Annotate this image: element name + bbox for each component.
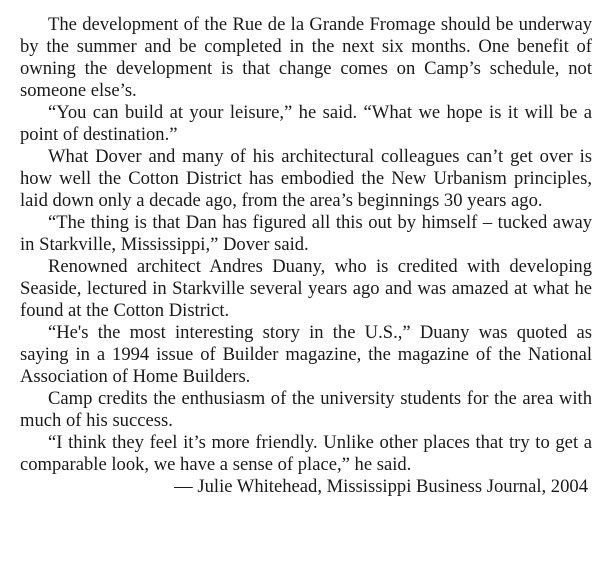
paragraph-4: “The thing is that Dan has figured all this out by himself – tucked away in Starkville, Mississippi,” Dover said. xyxy=(20,212,592,255)
paragraph-2: “You can build at your leisure,” he said. “What we hope is it will be a point of destination.” xyxy=(20,102,592,145)
attribution-line: — Julie Whitehead, Mississippi Business Journal, 2004 xyxy=(174,476,588,497)
paragraph-5: Renowned architect Andres Duany, who is credited with developing Seaside, lectured in Starkville several years ago and was amazed at what he found at the Cotton District. xyxy=(20,256,592,321)
article-excerpt xyxy=(0,14,604,583)
paragraph-7: Camp credits the enthusiasm of the university students for the area with much of his success. xyxy=(20,388,592,431)
paragraph-8: “I think they feel it’s more friendly. Unlike other places that try to get a comparable look, we have a sense of place,” he said. xyxy=(20,432,592,475)
paragraph-3: What Dover and many of his architectural colleagues can’t get over is how well the Cotton District has embodied the New Urbanism principles, laid down only a decade ago, from the area’s beginnings 30 years ago. xyxy=(20,146,592,211)
paragraph-1: The development of the Rue de la Grande Fromage should be underway by the summer and be completed in the next six months. One benefit of owning the development is that change comes on Camp’s schedule, not someone else’s. xyxy=(20,14,592,101)
paragraph-6: “He's the most interesting story in the U.S.,” Duany was quoted as saying in a 1994 issue of Builder magazine, the magazine of the National Association of Home Builders. xyxy=(20,322,592,387)
